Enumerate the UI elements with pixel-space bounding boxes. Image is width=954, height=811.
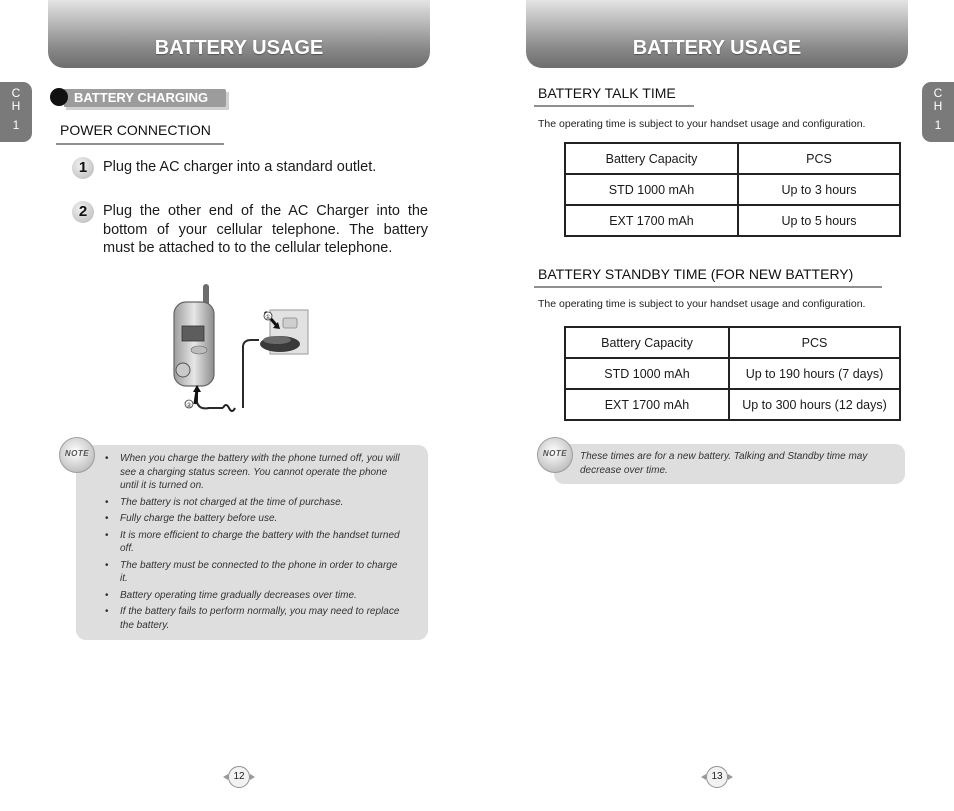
standby-time-underline [534, 286, 882, 288]
table-cell: Up to 300 hours (12 days) [729, 389, 900, 420]
callout-2: ② [186, 402, 192, 409]
talk-time-table [564, 142, 901, 237]
note-text: These times are for a new battery. Talking and Standby time may decrease over time. [580, 451, 868, 476]
table-row [565, 389, 900, 420]
table-row [565, 205, 900, 236]
table-header-cell: Battery Capacity [565, 143, 738, 174]
note-icon [537, 437, 573, 473]
talk-time-underline [534, 105, 694, 107]
table-header-row [565, 143, 900, 174]
table-header-cell: PCS [729, 327, 900, 358]
left-chapter-tab [0, 82, 32, 142]
step-number-badge: 1 [72, 157, 94, 179]
note-item: • Battery operating time gradually decreases over time. [105, 589, 405, 603]
step-number-badge: 2 [72, 201, 94, 223]
step-text: Plug the AC charger into a standard outlet. [103, 159, 377, 175]
section-bullet-icon [50, 88, 68, 106]
note-item: • When you charge the battery with the phone turned off, you will see a charging status screen. You cannot operate the phone until it is turned on. [105, 452, 405, 493]
talk-time-heading: BATTERY TALK TIME [538, 85, 676, 101]
phone-display-shape [182, 326, 204, 341]
subsection-heading: POWER CONNECTION [60, 122, 211, 138]
page-number: 13 [706, 766, 728, 788]
callout-1: ① [265, 314, 271, 321]
note-item: • If the battery fails to perform normally, you may need to replace the battery. [105, 605, 405, 632]
chapter-tab-number: 1 [934, 118, 942, 132]
note-item: • It is more efficient to charge the battery with the handset turned off. [105, 529, 405, 556]
left-page-title: BATTERY USAGE [154, 37, 324, 59]
note-icon [59, 437, 95, 473]
note-item: • The battery must be connected to the phone in order to charge it. [105, 559, 405, 586]
table-row [565, 174, 900, 205]
chapter-tab-number: 1 [12, 118, 20, 132]
chapter-tab-letter: H [933, 99, 943, 113]
talk-time-description: The operating time is subject to your handset usage and configuration. [538, 118, 866, 130]
table-row [565, 358, 900, 389]
table-header-cell: PCS [738, 143, 900, 174]
note-item: • Fully charge the battery before use. [105, 512, 405, 526]
standby-time-table [564, 326, 901, 421]
subsection-underline [56, 143, 224, 145]
left-page-header [48, 0, 430, 68]
note-list [105, 452, 405, 635]
phone-charger-illustration [165, 282, 315, 422]
section-label: BATTERY CHARGING [64, 89, 226, 107]
table-cell: EXT 1700 mAh [565, 205, 738, 236]
table-cell: STD 1000 mAh [565, 358, 729, 389]
right-chapter-tab [922, 82, 954, 142]
note-icon-label: NOTE [542, 449, 568, 458]
chapter-tab-letter: C [933, 86, 943, 100]
table-header-row [565, 327, 900, 358]
table-header-cell: Battery Capacity [565, 327, 729, 358]
chapter-tab-letter: C [11, 86, 21, 100]
standby-time-heading: BATTERY STANDBY TIME (FOR NEW BATTERY) [538, 266, 854, 282]
table-cell: EXT 1700 mAh [565, 389, 729, 420]
table-cell: Up to 5 hours [738, 205, 900, 236]
table-cell: STD 1000 mAh [565, 174, 738, 205]
standby-time-description: The operating time is subject to your handset usage and configuration. [538, 298, 866, 310]
page-number: 12 [228, 766, 250, 788]
chapter-tab-letter: H [11, 99, 21, 113]
right-page-header [526, 0, 908, 68]
note-item: • The battery is not charged at the time of purchase. [105, 496, 405, 510]
table-cell: Up to 3 hours [738, 174, 900, 205]
step-text: Plug the other end of the AC Charger into the bottom of your cellular telephone. The battery must be attached to to the cellular telephone. [103, 203, 428, 256]
table-cell: Up to 190 hours (7 days) [729, 358, 900, 389]
right-page-title: BATTERY USAGE [632, 37, 802, 59]
note-icon-label: NOTE [64, 449, 90, 458]
phone-button-shape [176, 363, 190, 377]
